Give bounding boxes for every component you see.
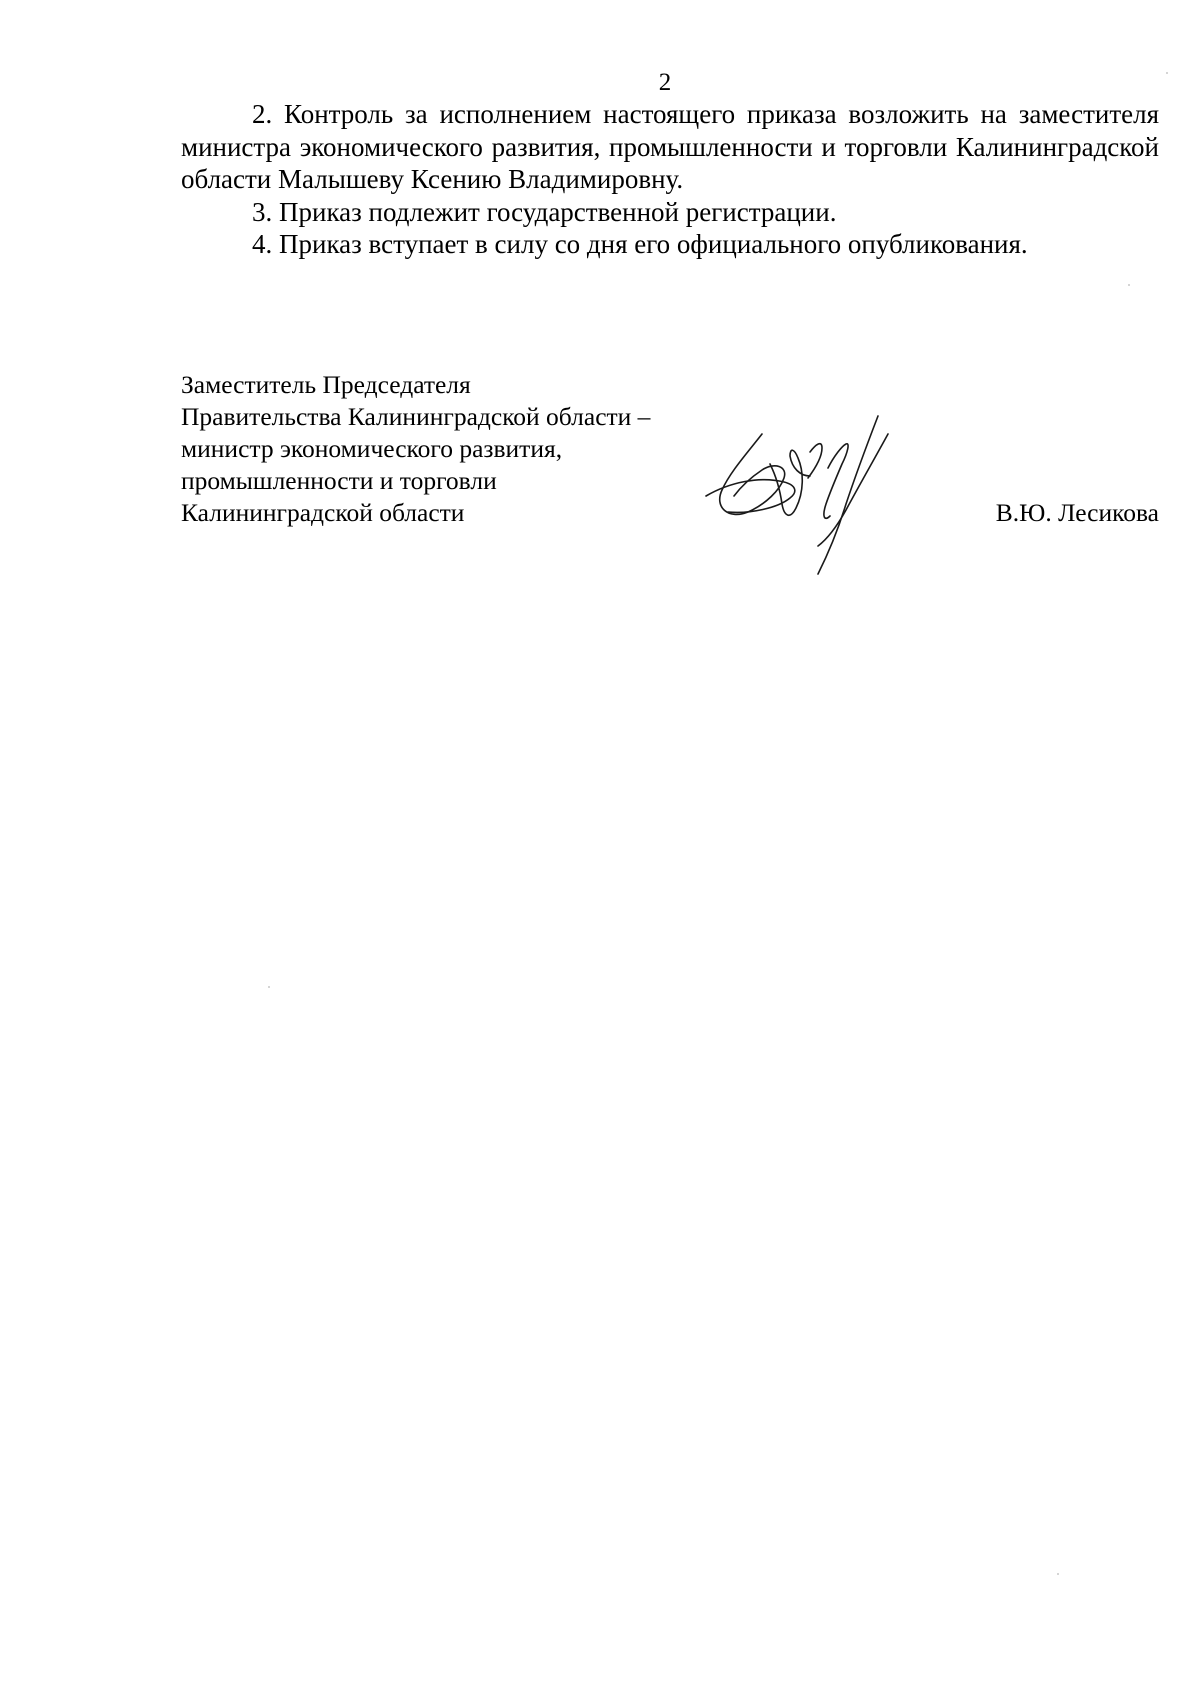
signature-title-line: министр экономического развития, [181, 434, 563, 463]
paragraph-control: 2. Контроль за исполнением настоящего приказа возложить на заместителя министра экономического развития, промышленности и торговли Калининградской области Малышеву Ксению Владимировну. [181, 99, 1159, 194]
signer-name: В.Ю. Лесикова [995, 498, 1159, 527]
signature-title-line: Правительства Калининградской области – [181, 402, 651, 431]
handwritten-signature [700, 412, 900, 582]
document-body [181, 98, 1159, 261]
paragraph-effective: 4. Приказ вступает в силу со дня его официального опубликования. [252, 229, 1028, 259]
signature-title-line: промышленности и торговли [181, 466, 497, 495]
signature-title-line: Калининградской области [181, 498, 465, 527]
paragraph-registration: 3. Приказ подлежит государственной регистрации. [252, 196, 837, 227]
page-number: 2 [658, 69, 672, 96]
scan-speck [268, 986, 270, 988]
scan-speck [1166, 72, 1168, 74]
signature-title-line: Заместитель Председателя [181, 370, 471, 399]
scan-speck [1128, 284, 1130, 286]
signature-block [181, 369, 650, 529]
scan-speck [1057, 1573, 1059, 1575]
